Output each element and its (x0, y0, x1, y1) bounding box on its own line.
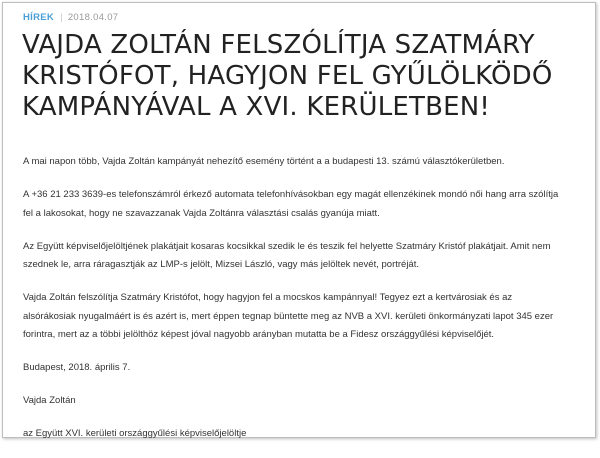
article-meta (23, 12, 118, 23)
meta-separator: | (60, 12, 63, 23)
paragraph-signature-role (23, 425, 583, 444)
paragraph-signature-name (23, 392, 583, 411)
category-link[interactable]: HÍREK (23, 12, 55, 23)
paragraph-demand (23, 289, 583, 345)
paragraph-intro (23, 153, 583, 172)
text-line: alsórákosiak nyugalmáért is és azért is, mert éppen tegnap büntette meg az NVB a XVI. kerületi önkormányzati lapot 345 ezer (23, 310, 554, 322)
paragraph-phone-calls (23, 186, 583, 223)
text-line: Az Együtt képviselőjelöltjének plakátjait kosaras kocsikkal szedik le és teszik fel helyette Szatmáry Kristóf plakátjait. Amit nem (23, 240, 551, 252)
article-body (23, 153, 583, 458)
paragraph-posters (23, 238, 583, 275)
article-date: 2018.04.07 (67, 12, 119, 23)
title-line: VAJDA ZOLTÁN FELSZÓLÍTJA SZATMÁRY (22, 30, 535, 60)
text-line: Budapest, 2018. április 7. (23, 362, 131, 373)
title-line: KAMPÁNYÁVAL A XVI. KERÜLETBEN! (22, 92, 491, 122)
article-title (22, 30, 592, 123)
text-line: A +36 21 233 3639-es telefonszámról érkező automata telefonhívásokban egy magát ellenzékinek mondó női hang arra szólítja (23, 189, 559, 200)
text-line: forintra, mert az a többi jelölthöz képest jóval nagyobb arányban mutatta be a Fidesz országgyűlési képviselőjét. (23, 329, 495, 340)
title-line: KRISTÓFOT, HAGYJON FEL GYŰLÖLKÖDŐ (22, 61, 553, 91)
article-frame (2, 2, 596, 438)
text-line: A mai napon több, Vajda Zoltán kampányát nehezítő esemény történt a a budapesti 13. számú választókerületben. (23, 156, 505, 167)
text-line: Vajda Zoltán (23, 395, 76, 406)
text-line: az Együtt XVI. kerületi országgyűlési képviselőjelöltje (23, 428, 247, 439)
text-line: Vajda Zoltán felszólítja Szatmáry Kristófot, hogy hagyjon fel a mocskos kampánnyal! Tegyez ezt a kertvárosiak és az (23, 292, 513, 303)
text-line: szednek le, arra ráragasztják az LMP-s jelölt, Mizsei László, vagy más jelöltek nevét, portréját. (23, 259, 419, 270)
text-line: fel a lakosokat, hogy ne szavazzanak Vajda Zoltánra választási csalás gyanúja miatt. (23, 207, 380, 219)
paragraph-place-date (23, 359, 583, 378)
